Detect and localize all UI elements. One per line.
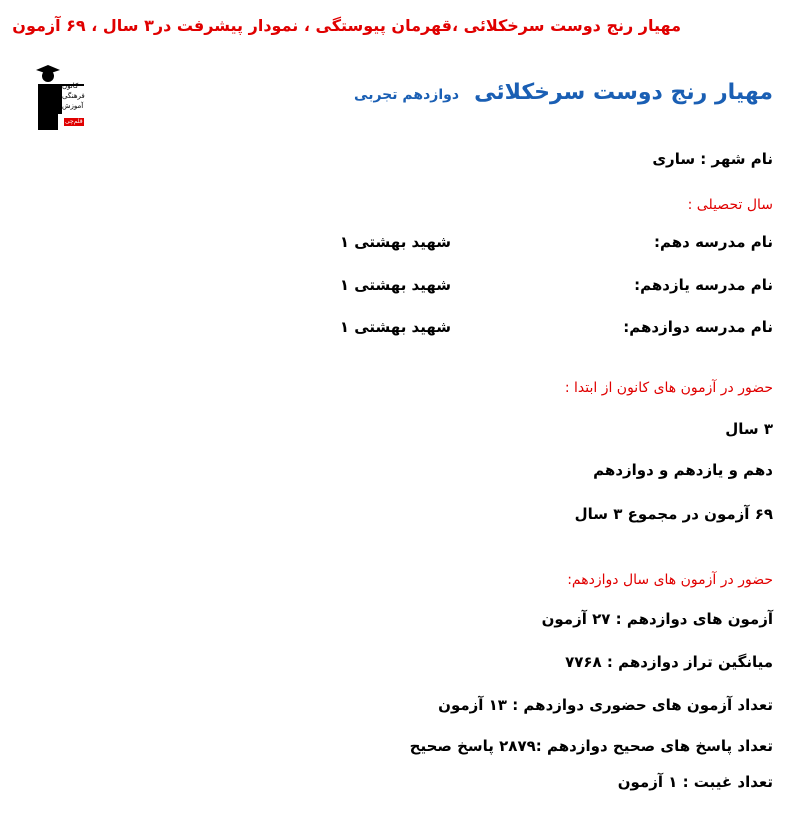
logo-text-line3: آموزش — [62, 102, 84, 110]
attendance-years: ۳ سال — [725, 420, 773, 438]
twelfth-in-person-exams: تعداد آزمون های حضوری دوازدهم : ۱۳ آزمون — [438, 696, 773, 714]
kanoon-logo — [32, 62, 88, 132]
city-line: نام شهر : ساری — [652, 150, 773, 168]
absence-count: تعداد غیبت : ۱ آزمون — [617, 773, 773, 791]
school-tenth-value: شهید بهشتی ۱ — [339, 233, 451, 251]
attendance-twelfth-label: حضور در آزمون های سال دوازدهم: — [567, 572, 773, 588]
logo-text-line2: فرهنگی — [62, 92, 85, 100]
school-twelfth-value: شهید بهشتی ۱ — [339, 318, 451, 336]
attendance-grades: دهم و یازدهم و دوازدهم — [593, 461, 773, 479]
school-eleventh-value: شهید بهشتی ۱ — [339, 276, 451, 294]
student-heading — [354, 80, 773, 105]
logo-text-line1: کانون — [62, 82, 79, 90]
school-twelfth-label: نام مدرسه دوازدهم: — [623, 318, 773, 336]
school-tenth-label: نام مدرسه دهم: — [654, 233, 773, 251]
logo-badge: قلم‌چی — [65, 118, 83, 125]
twelfth-average-score: میانگین تراز دوازدهم : ۷۷۶۸ — [565, 653, 773, 671]
academic-year-label: سال تحصیلی : — [687, 197, 773, 213]
twelfth-exams: آزمون های دوازدهم : ۲۷ آزمون — [541, 610, 773, 628]
twelfth-correct-answers: تعداد پاسخ های صحیح دوازدهم :۲۸۷۹ پاسخ صحیح — [409, 737, 773, 755]
attendance-since-start-label: حضور در آزمون های کانون از ابتدا : — [564, 380, 773, 396]
page-top-title: مهیار رنج دوست سرخکلائی ،قهرمان پیوستگی ، نمودار پیشرفت در۳ سال ، ۶۹ آزمون — [12, 16, 681, 35]
student-grade: دوازدهم تجربی — [354, 87, 460, 103]
student-name: مهیار رنج دوست سرخکلائی — [474, 80, 773, 105]
attendance-total: ۶۹ آزمون در مجموع ۳ سال — [574, 505, 773, 523]
school-eleventh-label: نام مدرسه یازدهم: — [634, 276, 773, 294]
